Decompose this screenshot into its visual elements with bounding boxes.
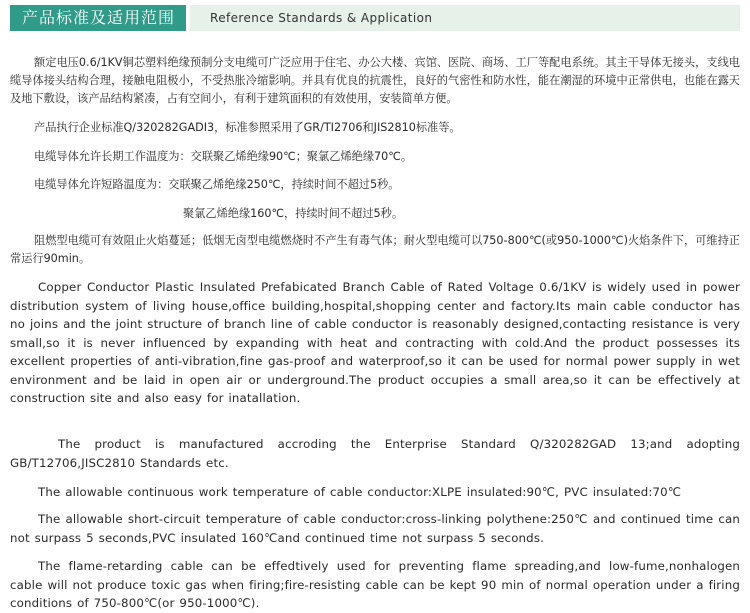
en-paragraph-application: Copper Conductor Plastic Insulated Prefabicated Branch Cable of Rated Voltage 0.6/1KV is widely used in power distribution system of living house,office building,hospital,shopping center and factory.Its main cable conductor has no joins and the joint structure of branch line of cable conductor is reasonably designed,contacting resistance is very small,so it is never influenced by expanding with heat and contracting with cold.And the product possesses its excellent properties of anti-vibration,fine gas-proof and waterproof,so it can be used for normal power supply in wet environment and be laid in open air or underground.The product occupies a small area,so it can be effectively at construction site and also easy for inatallation. (10, 280, 740, 405)
zh-paragraph-application: 额定电压0.6/1KV铜芯塑料绝缘预制分支电缆可广泛应用于住宅、办公大楼、宾馆、医院、商场、工厂等配电系统。其主干导体无接头，支线电缆导体接头结构合理，接触电阻极小，不受热胀冷缩影响。并具有优良的抗震性，良好的气密性和防水性，能在潮湿的环境中正常供电，也能在露天及地下敷设，该产品结构紧凑，占有空间小，有利于建筑面积的有效使用，安装简单方便。 (10, 56, 740, 105)
zh-paragraph-short-circuit-temperature: 电缆导体允许短路温度为：交联聚乙烯绝缘250℃，持续时间不超过5秒。 (34, 178, 400, 191)
zh-paragraph-flame-retardant: 阻燃型电缆可有效阻止火焰蔓延；低烟无卤型电缆燃烧时不产生有毒气体；耐火型电缆可以750-800℃(或950-1000℃)火焰条件下，可维持正常运行90min。 (10, 234, 740, 265)
en-paragraph-flame-retardant: The flame-retarding cable can be effedtively used for preventing flame spreading,and low-fume,nonhalogen cable will not produce toxic gas when firing;fire-resisting cable can be kept 90 min of normal operation under a firing conditions of 750-800℃(or 950-1000℃). (10, 559, 740, 610)
section-header (0, 0, 750, 36)
en-paragraph-work-temperature: The allowable continuous work temperature of cable conductor:XLPE insulated:90℃, PVC insulated:70℃ (38, 485, 682, 499)
en-paragraph-short-circuit-temperature: The allowable short-circuit temperature of cable conductor:cross-linking polythene:250℃ and continued time can not surpass 5 seconds,PVC insulated 160℃and continued time not surpass 5 seconds. (10, 512, 740, 545)
zh-paragraph-standard: 产品执行企业标准Q/320282GADI3，标准参照采用了GR/TI2706和JIS2810标准等。 (34, 121, 461, 134)
section-title-en: Reference Standards & Application (190, 5, 740, 31)
zh-paragraph-work-temperature: 电缆导体允许长期工作温度为：交联聚乙烯绝缘90℃；聚氯乙烯绝缘70℃。 (34, 150, 413, 163)
en-paragraph-standard: The product is manufactured accroding the Enterprise Standard Q/320282GAD 13;and adopting GB/T12706,JISC2810 Standards etc. (10, 437, 740, 470)
zh-paragraph-pvc-short-circuit: 聚氯乙烯绝缘160℃，持续时间不超过5秒。 (183, 207, 404, 220)
section-title-zh: 产品标准及适用范围 (10, 5, 186, 31)
